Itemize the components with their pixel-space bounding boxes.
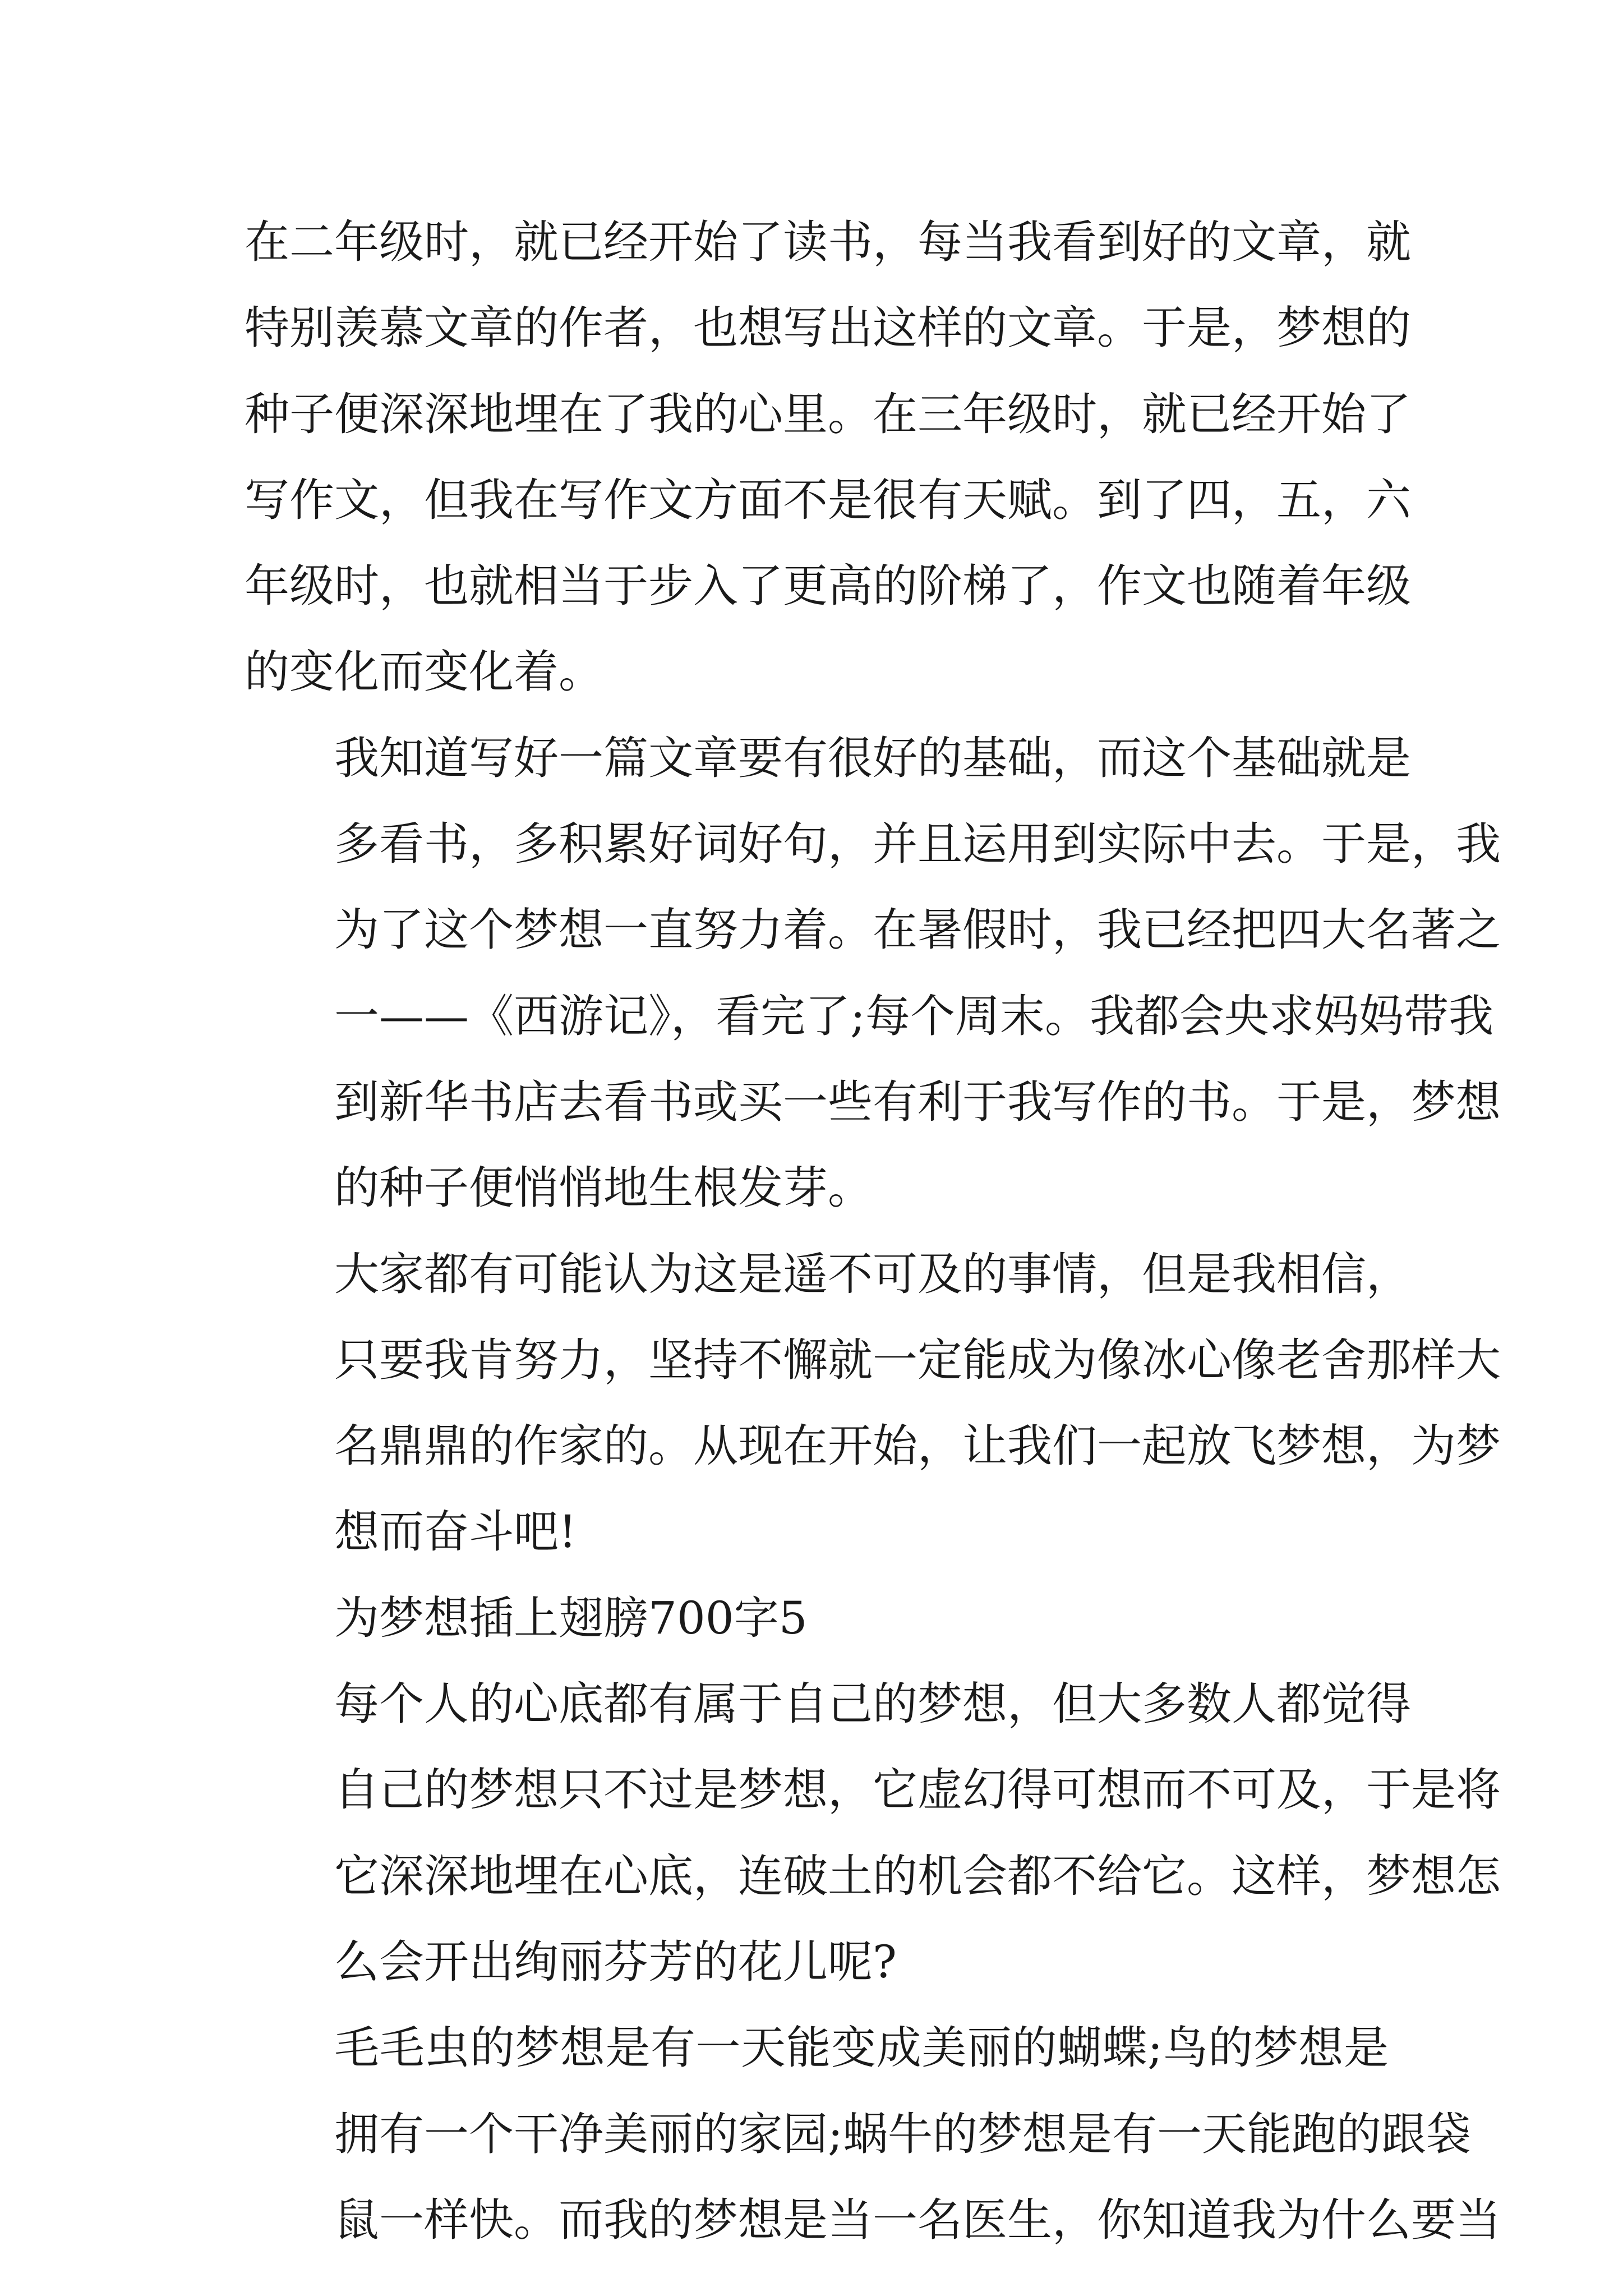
text-line: 在二年级时，就已经开始了读书，每当我看到好的文章，就: [245, 216, 1411, 268]
text-line: 大家都有可能认为这是遥不可及的事情，但是我相信，: [334, 1248, 1411, 1300]
text-line: 年级时，也就相当于步入了更高的阶梯了，作文也随着年级: [245, 560, 1411, 613]
paragraph-p3: [245, 1231, 1501, 1575]
section-heading: [245, 1575, 1389, 1661]
text-line: 一——《西游记》，看完了;每个周末。我都会央求妈妈带我: [334, 990, 1493, 1042]
paragraph-p1: [245, 199, 1411, 715]
text-line: 毛毛虫的梦想是有一天能变成美丽的蝴蝶;鸟的梦想是: [334, 2022, 1389, 2074]
text-line: 的变化而变化着。: [245, 646, 603, 698]
text-line: 我知道写好一篇文章要有很好的基础，而这个基础就是: [334, 731, 1411, 784]
text-line: 想而奋斗吧!: [334, 1506, 577, 1558]
text-line: 多看书，多积累好词好句，并且运用到实际中去。于是，我: [334, 818, 1501, 871]
heading-text: 为梦想插上翅膀700字5: [334, 1591, 808, 1644]
text-line: 鼠一样快。而我的梦想是当一名医生，你知道我为什么要当: [334, 2193, 1501, 2246]
paragraph-p5: [245, 2005, 1501, 2263]
text-line: 每个人的心底都有属于自己的梦想，但大多数人都觉得: [334, 1678, 1411, 1731]
text-line: 自己的梦想只不过是梦想，它虚幻得可想而不可及，于是将: [334, 1764, 1501, 1816]
text-line: 么会开出绚丽芬芳的花儿呢?: [334, 1935, 897, 1988]
text-line: 的种子便悄悄地生根发芽。: [334, 1162, 873, 1214]
paragraph-p2: [245, 715, 1501, 1231]
text-line: 为了这个梦想一直努力着。在暑假时，我已经把四大名著之: [334, 904, 1501, 956]
text-line: 它深深地埋在心底，连破土的机会都不给它。这样，梦想怎: [334, 1849, 1501, 1902]
text-line: 到新华书店去看书或买一些有利于我写作的书。于是，梦想: [334, 1075, 1501, 1128]
text-line: 写作文，但我在写作文方面不是很有天赋。到了四，五，六: [245, 473, 1411, 526]
text-line: 种子便深深地埋在了我的心里。在三年级时，就已经开始了: [245, 388, 1411, 440]
text-line: 特别羡慕文章的作者，也想写出这样的文章。于是，梦想的: [245, 302, 1411, 355]
document-body: [245, 199, 1501, 2263]
text-line: 名鼎鼎的作家的。从现在开始，让我们一起放飞梦想，为梦: [334, 1420, 1501, 1473]
text-line: 只要我肯努力，坚持不懈就一定能成为像冰心像老舍那样大: [334, 1333, 1501, 1386]
text-line: 拥有一个干净美丽的家园;蜗牛的梦想是有一天能跑的跟袋: [334, 2108, 1471, 2160]
paragraph-p4: [245, 1661, 1501, 2005]
